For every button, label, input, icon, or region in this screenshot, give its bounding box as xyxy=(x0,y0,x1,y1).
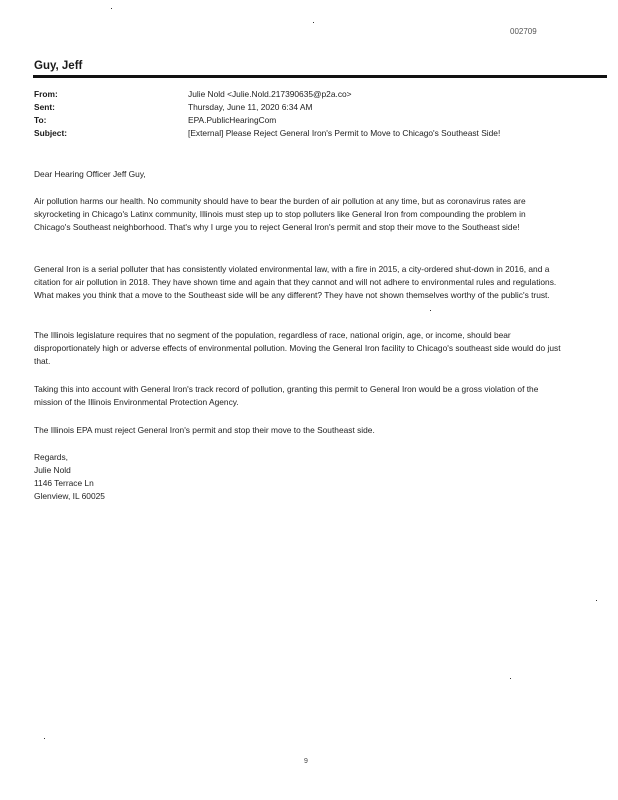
body-paragraph-3: The Illinois legislature requires that no segment of the population, regardless of race, national origin, age, or income, should bear disproportionately high or adverse effects of environmental pollution. Moving the General Iron facility to Chicago's southeast side would do just that. xyxy=(34,330,561,366)
signature-city: Glenview, IL 60025 xyxy=(34,490,105,501)
scan-speck xyxy=(313,22,314,23)
header-value-sent: Thursday, June 11, 2020 6:34 AM xyxy=(188,102,313,112)
signature-block xyxy=(34,464,564,502)
body-paragraph-2: General Iron is a serial polluter that has consistently violated environmental law, with a fire in 2015, a city-ordered shut-down in 2016, and a citation for air pollution in 2018. They have shown time and again that they cannot and will not adhere to environmental rules and regulations. What makes you think that a move to the Southeast side will be any different? They have not shown themselves worthy of the public's trust. xyxy=(34,264,557,300)
header-label-to: To: xyxy=(34,115,47,125)
body-paragraph-1: Air pollution harms our health. No community should have to bear the burden of air pollution at any time, but as coronavirus rates are skyrocketing in Chicago's Latinx community, Illinois must step up to stop polluters like General Iron from compounding the problem in Chicago's Southeast neighborhood. That's why I urge you to reject General Iron's permit and stop their move to the Southeast side! xyxy=(34,196,526,232)
scan-speck xyxy=(44,738,45,739)
header-value-from: Julie Nold <Julie.Nold.217390635@p2a.co> xyxy=(188,89,352,99)
closing: Regards, xyxy=(34,452,68,462)
header-value-to: EPA.PublicHearingCom xyxy=(188,115,277,125)
signature-name: Julie Nold xyxy=(34,465,71,475)
header-label-subject: Subject: xyxy=(34,128,68,138)
scan-speck xyxy=(430,310,431,311)
header-value-subject: [External] Please Reject General Iron's Permit to Move to Chicago's Southeast Side! xyxy=(188,128,501,138)
scan-speck xyxy=(510,678,511,679)
header-rule xyxy=(33,75,607,78)
page-number: 9 xyxy=(304,758,308,765)
sender-name: Guy, Jeff xyxy=(34,60,83,72)
header-label-sent: Sent: xyxy=(34,102,55,112)
body-paragraph-5: The Illinois EPA must reject General Iron's permit and stop their move to the Southeast side. xyxy=(34,425,375,435)
scan-speck xyxy=(596,600,597,601)
greeting: Dear Hearing Officer Jeff Guy, xyxy=(34,169,146,179)
page-id: 002709 xyxy=(510,27,537,36)
signature-street: 1146 Terrace Ln xyxy=(34,477,94,488)
header-label-from: From: xyxy=(34,89,58,99)
body-paragraph-4: Taking this into account with General Iron's track record of pollution, granting this permit to General Iron would be a gross violation of the mission of the Illinois Environmental Protection Agency. xyxy=(34,384,539,407)
scan-speck xyxy=(111,8,112,9)
